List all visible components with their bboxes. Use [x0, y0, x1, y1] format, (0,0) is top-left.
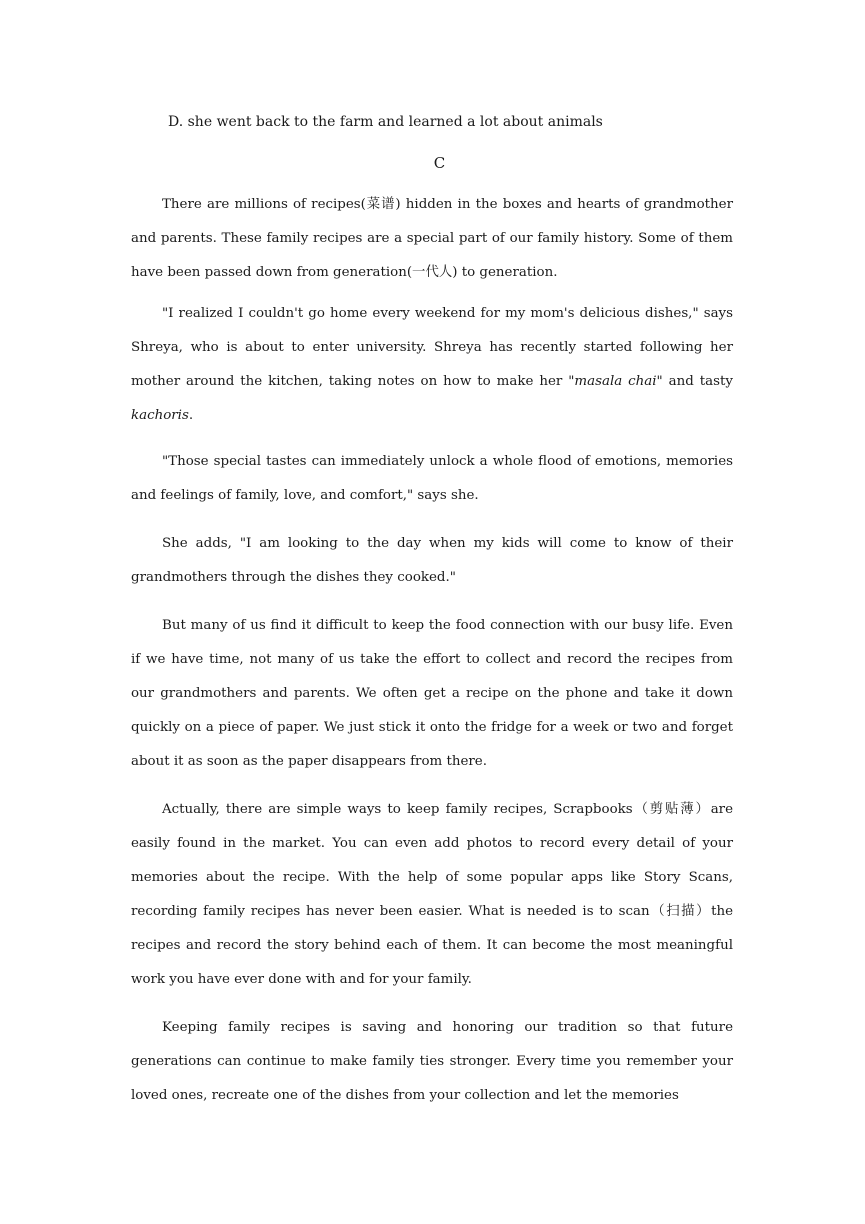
passage-body [131, 188, 733, 1127]
paragraph-4: She adds, "I am looking to the day when my kids will come to know of their grandmothers through the dishes they cooked." [131, 536, 733, 585]
kachoris-term: kachoris [131, 408, 189, 423]
masala-chai-term: "masala chai" [568, 374, 663, 389]
passage-label: C [433, 154, 446, 172]
paragraph-7: Keeping family recipes is saving and honoring our tradition so that future generations can continue to make family ties stronger. Every time you remember your loved ones, recreate one of the dishes from your collection and let the memories [131, 1020, 733, 1103]
answer-option-d: D. she went back to the farm and learned a lot about animals [168, 114, 603, 130]
paragraph-3: "Those special tastes can immediately unlock a whole flood of emotions, memories and feelings of family, love, and comfort," says she. [131, 454, 733, 503]
paragraph-2-text-a: "I realized I couldn't go home every weekend for my mom's delicious dishes," says Shreya, who is about to enter university. Shreya has recently started following her mother around the kitchen, taking notes on how to make her [131, 306, 733, 389]
paragraph-5: But many of us find it difficult to keep the food connection with our busy life. Even if we have time, not many of us take the effort to collect and record the recipes from our grandmothers and parents. We often get a recipe on the phone and take it down quickly on a piece of paper. We just stick it onto the fridge for a week or two and forget about it as soon as the paper disappears from there. [131, 618, 733, 769]
paragraph-2-text-c: and tasty [662, 374, 733, 389]
paragraph-2-text-e: . [188, 408, 194, 423]
paragraph-1: There are millions of recipes(菜谱) hidden in the boxes and hearts of grandmother and parents. These family recipes are a special part of our family history. Some of them have been passed down from generation(一代人) to generation. [131, 197, 733, 280]
paragraph-2 [131, 297, 733, 433]
paragraph-6: Actually, there are simple ways to keep family recipes, Scrapbooks（剪贴薄）are easily found in the market. You can even add photos to record every detail of your memories about the recipe. With the help of some popular apps like Story Scans, recording family recipes has never been easier. What is needed is to scan（扫描）the recipes and record the story behind each of them. It can become the most meaningful work you have ever done with and for your family. [131, 802, 733, 987]
